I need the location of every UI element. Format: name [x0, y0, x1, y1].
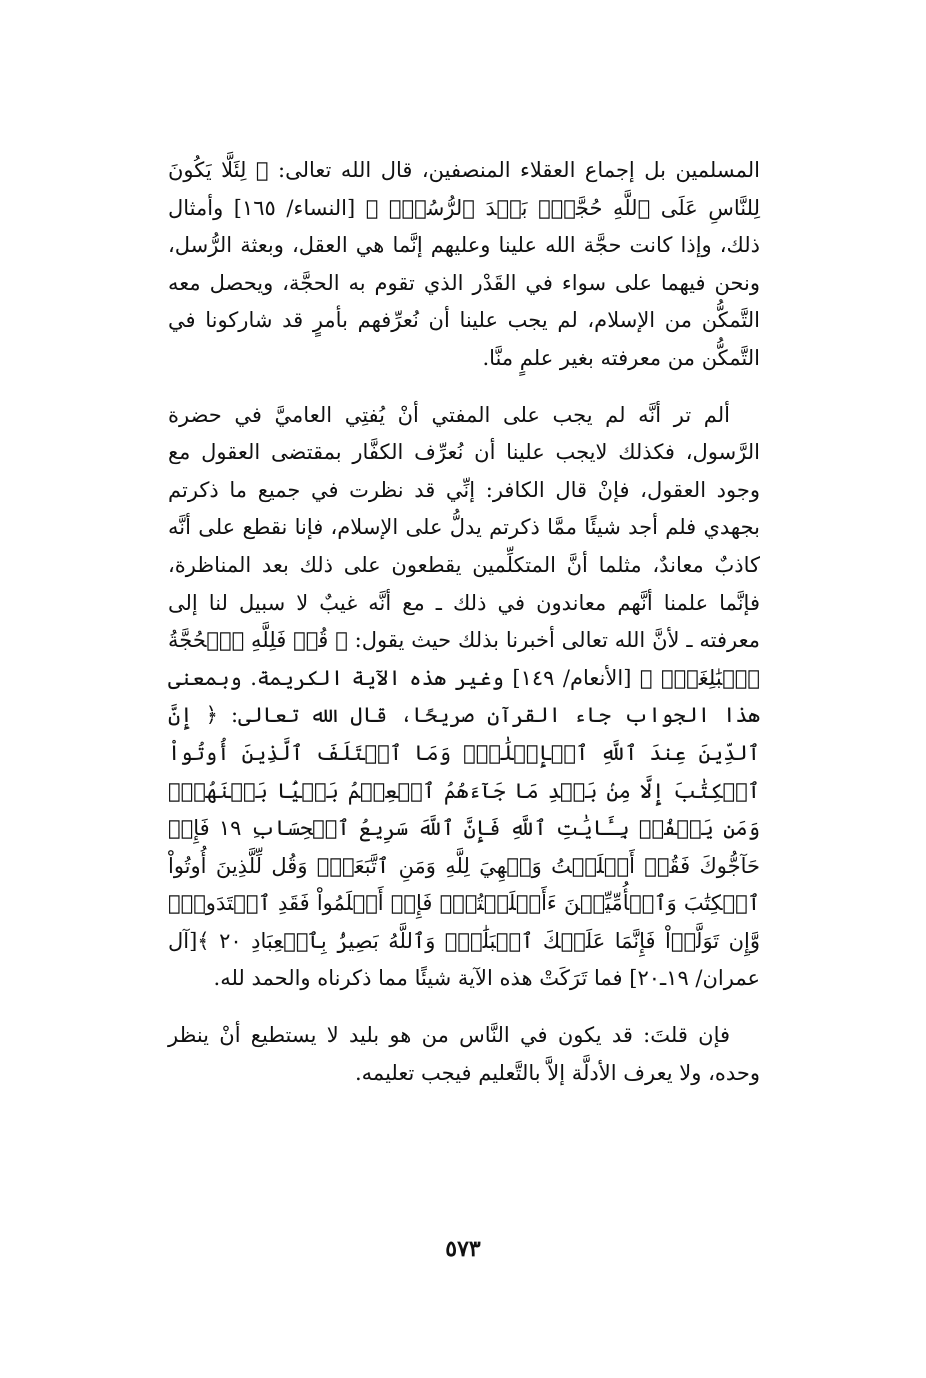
- page-number: ٥٧٣: [445, 1236, 481, 1262]
- paragraph-2: ألم تر أنَّه لم يجب على المفتي أنْ يُفتِي العاميَّ في حضرة الرَّسول، فكذلك لايجب علينا أن نُعرِّف الكفَّار بمقتضى العقول مع وجود العقول، فإنْ قال الكافر: إنِّي قد نظرت في جميع ما ذكرتم بجهدي فلم أجد شيئًا ممَّا ذكرتم يدلُّ على الإسلام، فإنا نقطع على أنَّه كاذبٌ معاندٌ، مثلما أنَّ المتكلِّمين يقطعون على ذلك بعد المناظرة، فإنَّما علمنا أنَّهم معاندون في ذلك ـ مع أنَّه غيبٌ لا سبيل لنا إلى معرفته ـ لأنَّ الله تعالى أخبرنا بذلك حيث يقول: ﴿ قُلۡ فَلِلَّهِ ٱلۡحُجَّةُ ٱلۡبَٰلِغَةُۖ ﴾ [الأنعام/ ١٤٩] وغير هذه الآية الكريمة. وبمعنى هذا الجواب جاء القرآن صريحًا، قال الله تعالى: ﴿ إِنَّ ٱلدِّينَ عِندَ ٱللَّهِ ٱلۡإِسۡلَٰمُۗ وَمَا ٱخۡتَلَفَ ٱلَّذِينَ أُوتُواْ ٱلۡكِتَٰبَ إِلَّا مِنۢ بَعۡدِ مَا جَآءَهُمُ ٱلۡعِلۡمُ بَغۡيَۢا بَيۡنَهُمۡۗ وَمَن يَكۡفُرۡ بِـَٔايَٰتِ ٱللَّهِ فَإِنَّ ٱللَّهَ سَرِيعُ ٱلۡحِسَابِ ١٩ فَإِنۡ حَآجُّوكَ فَقُلۡ أَسۡلَمۡتُ وَجۡهِيَ لِلَّهِ وَمَنِ ٱتَّبَعَنِۗ وَقُل لِّلَّذِينَ أُوتُواْ ٱلۡكِتَٰبَ وَٱلۡأُمِّيِّـۧنَ ءَأَسۡلَمۡتُمۡۚ فَإِنۡ أَسۡلَمُواْ فَقَدِ ٱهۡتَدَواْۖ وَّإِن تَوَلَّوۡاْ فَإِنَّمَا عَلَيۡكَ ٱلۡبَلَٰغُۗ وَٱللَّهُ بَصِيرُۢ بِٱلۡعِبَادِ ٢٠ ﴾[آل عمران/ ١٩ـ٢٠] فما تَرَكَتْ هذه الآية شيئًا مما ذكرناه والحمد لله.: [168, 402, 760, 991]
- paragraph-3: فإن قلتَ: قد يكون في النَّاس من هو بليد لا يستطيع أنْ ينظر وحده، ولا يعرف الأدلَّة إلاَّ بالتَّعليم فيجب تعليمه.: [168, 1023, 760, 1085]
- paragraph-1: المسلمين بل إجماع العقلاء المنصفين، قال الله تعالى: ﴿ لِئَلَّا يَكُونَ لِلنَّاسِ عَلَى ٱللَّهِ حُجَّةُۢ بَعۡدَ ٱلرُّسُلِۚ ﴾ [النساء/ ١٦٥] وأمثال ذلك، وإذا كانت حجَّة الله علينا وعليهم إنَّما هي العقل، وبعثة الرُّسل، ونحن فيهما على سواء في القَدْر الذي تقوم به الحجَّة، ويحصل معه التَّمكُّن من الإسلام، لم يجب علينا أن نُعرِّفهم بأمرٍ قد شاركونا في التَّمكُّن من معرفته بغير علمٍ منَّا.: [168, 158, 760, 370]
- body-text: [168, 152, 760, 1111]
